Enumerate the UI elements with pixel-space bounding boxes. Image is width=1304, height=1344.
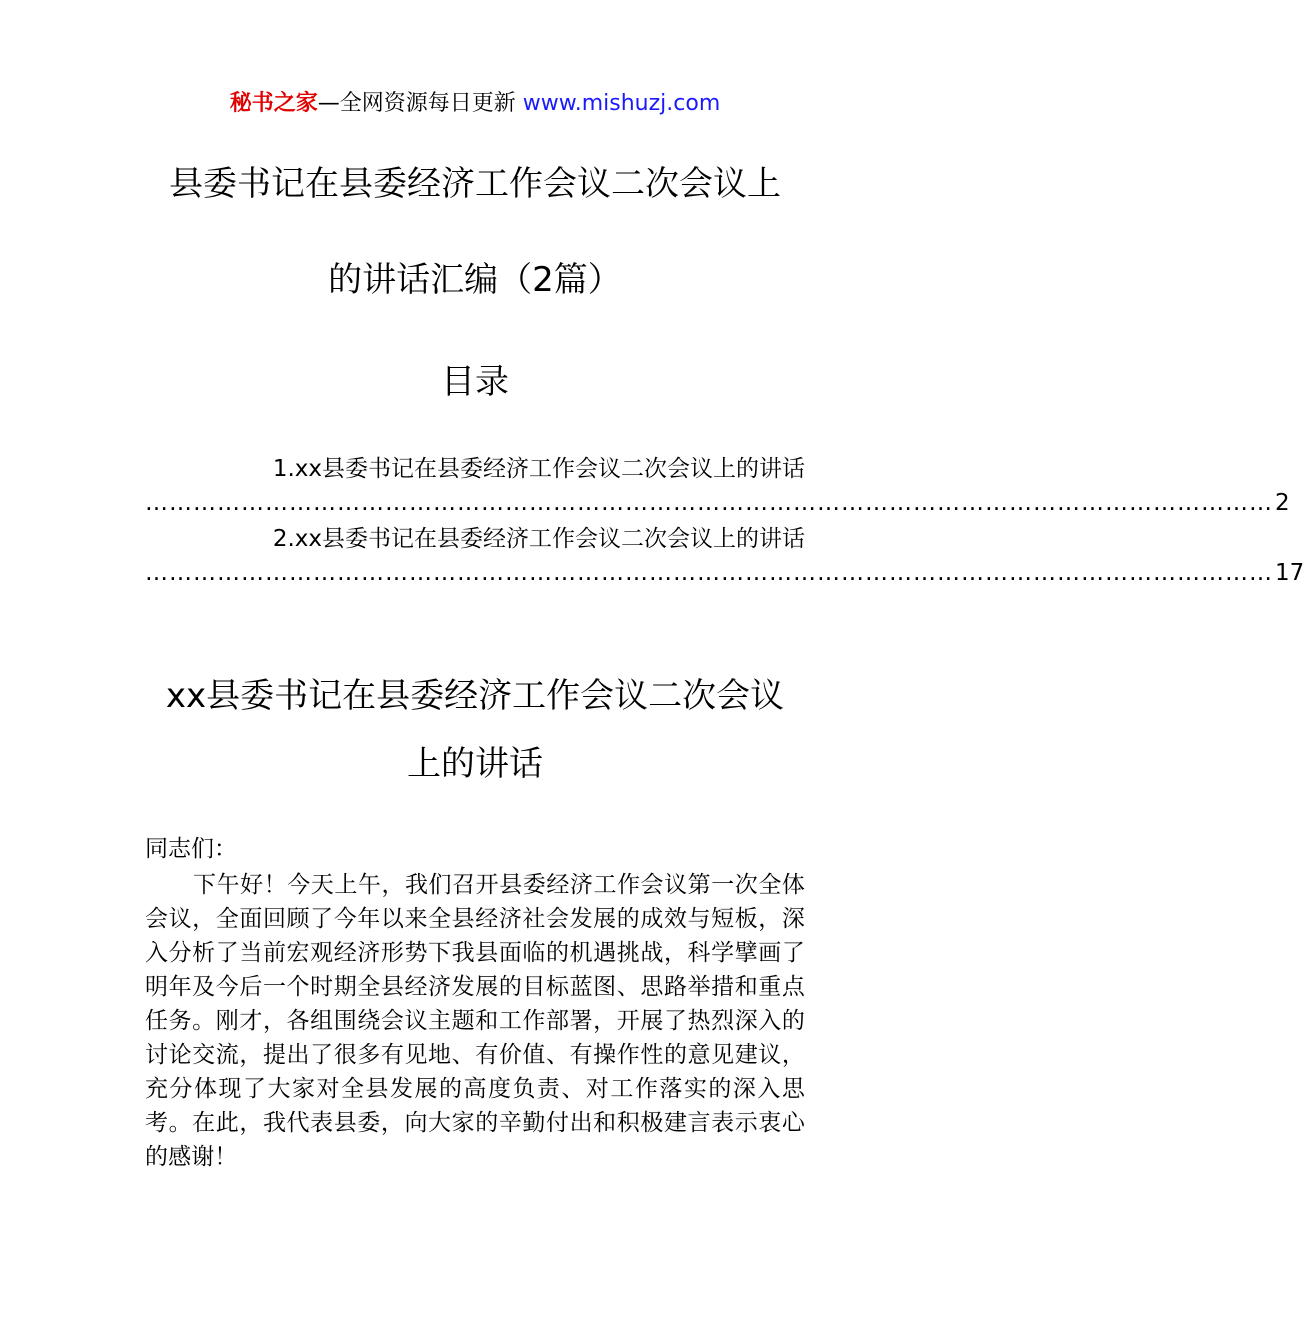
document-title-line2: 的讲话汇编（2篇） <box>328 260 622 300</box>
toc-entry-1-leader[interactable] <box>145 486 1290 520</box>
header-tagline: —全网资源每日更新 <box>317 91 523 116</box>
section-title-line2: 上的讲话 <box>407 744 543 784</box>
toc-entry-2-page: 17 <box>1275 560 1304 586</box>
salutation: 同志们： <box>145 836 237 862</box>
toc-leader-dots: …………………………………………………………………………………………………………………………… <box>145 560 1273 586</box>
brand-name: 秘书之家 <box>229 91 318 116</box>
document-title-line1: 县委书记在县委经济工作会议二次会议上 <box>169 164 781 204</box>
toc-entry-1-title[interactable]: 1.xx县委书记在县委经济工作会议二次会议上的讲话 <box>272 456 805 482</box>
toc-leader-dots: …………………………………………………………………………………………………………………………… <box>145 490 1273 516</box>
toc-entry-2-title[interactable]: 2.xx县委书记在县委经济工作会议二次会议上的讲话 <box>272 526 805 552</box>
body-paragraph: 下午好！今天上午，我们召开县委经济工作会议第一次全体会议，全面回顾了今年以来全县经济社会发展的成效与短板，深入分析了当前宏观经济形势下我县面临的机遇挑战，科学擘画了明年及今后一个时期全县经济发展的目标蓝图、思路举措和重点任务。刚才，各组围绕会议主题和工作部署，开展了热烈深入的讨论交流，提出了很多有见地、有价值、有操作性的意见建议，充分体现了大家对全县发展的高度负责、对工作落实的深入思考。在此，我代表县委，向大家的辛勤付出和积极建言表示衷心的感谢！ <box>145 872 805 1170</box>
toc-entry-1-page: 2 <box>1275 490 1290 516</box>
toc-entry-2-leader[interactable] <box>145 556 1304 590</box>
toc-heading: 目录 <box>441 362 509 402</box>
section-title-line1: xx县委书记在县委经济工作会议二次会议 <box>165 676 785 716</box>
site-url-link[interactable]: www.mishuzj.com <box>522 91 721 116</box>
site-header <box>0 88 950 120</box>
